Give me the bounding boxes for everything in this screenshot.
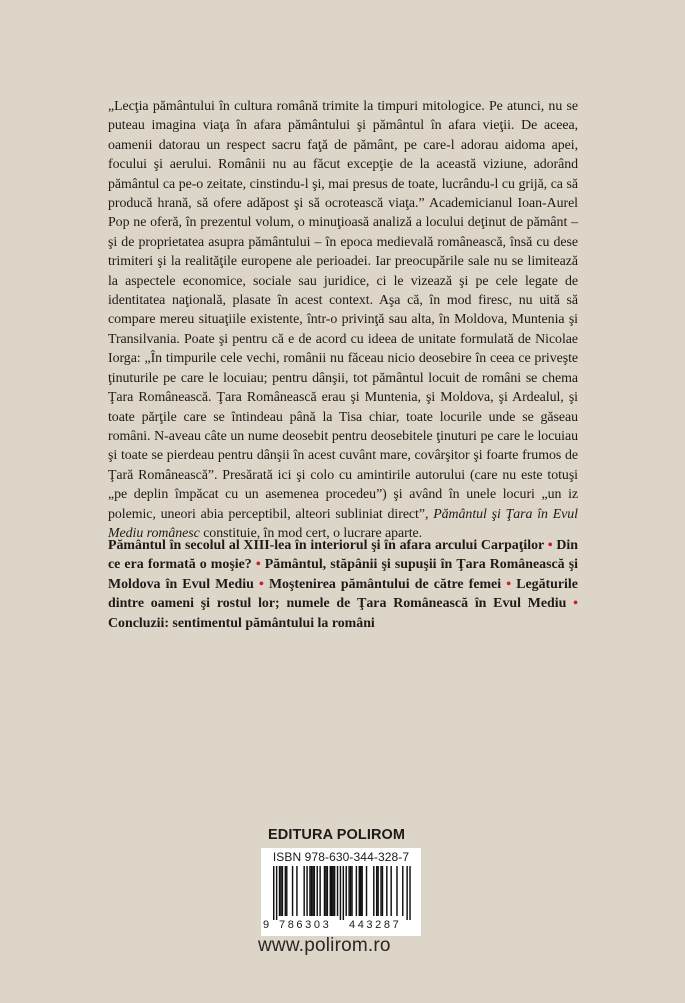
barcode-bar bbox=[285, 866, 286, 916]
barcode-bar bbox=[280, 866, 281, 916]
barcode-bar bbox=[292, 866, 293, 916]
toc-item: Pământul, stăpânii şi supuşii în Ţara Românească şi Moldova în Evul Mediu bbox=[108, 557, 578, 592]
barcode-icon bbox=[265, 866, 417, 920]
barcode-bar bbox=[312, 866, 313, 916]
barcode-bar bbox=[325, 866, 326, 916]
barcode-bar bbox=[276, 866, 277, 920]
barcode-bar bbox=[348, 866, 349, 916]
barcode-bar bbox=[330, 866, 331, 916]
barcode-bar bbox=[331, 866, 332, 916]
bullet-separator-icon: • bbox=[506, 576, 512, 592]
barcode-bar bbox=[296, 866, 297, 916]
barcode-bar bbox=[382, 866, 383, 916]
bullet-separator-icon: • bbox=[255, 557, 261, 573]
barcode-digit-group-right: 443287 bbox=[349, 919, 402, 931]
book-title-italic: Pământul şi Ţara în Evul Mediu românesc bbox=[108, 506, 578, 541]
barcode-bar bbox=[356, 866, 357, 916]
bullet-separator-icon: • bbox=[573, 596, 578, 612]
barcode-bar bbox=[273, 866, 274, 920]
barcode-bar bbox=[317, 866, 318, 916]
publisher-name: EDITURA POLIROM bbox=[268, 827, 406, 843]
barcode-bar bbox=[380, 866, 381, 916]
barcode-bar bbox=[361, 866, 362, 916]
barcode-bar bbox=[343, 866, 344, 920]
barcode-bar bbox=[327, 866, 328, 916]
barcode-bar bbox=[340, 866, 341, 920]
barcode-bar bbox=[337, 866, 338, 916]
barcode-bar bbox=[282, 866, 283, 916]
barcode-bar bbox=[334, 866, 335, 916]
barcode-bar bbox=[402, 866, 403, 916]
isbn-barcode bbox=[261, 848, 421, 936]
barcode-bar bbox=[332, 866, 333, 916]
barcode-bar bbox=[386, 866, 387, 916]
description-text: „Lecţia pământului în cultura română trimite la timpuri mitologice. Pe atunci, nu se puteau imagina viaţa în afara pământului şi pământul în afara vieţii. De aceea, oamenii datorau un respect sacru faţă de pământ, pe care-l adorau aidoma apei, focului şi aerului. Românii nu au făcut excepţie de la această viziune, adorând pământul ca pe-o zeitate, cinstindu-l şi, mai presus de toate, lucrându-l cu grijă, ca să producă hrană, să ofere adăpost şi să ocrotească viaţa.” Academicianul Ioan-Aurel Pop ne oferă, în prezentul volum, o minuţioasă analiză a locului deţinut de pământ – şi de proprietatea asupra pământului – în epoca medievală românească, însă cu dese trimiteri şi la realităţile europene ale perioadei. Iar preocupările sale nu se limitează la aspectele economice, sociale sau juridice, ci le vizează şi pe cele legate de identitatea naţională, plasate în acest context. Aşa că, în mod firesc, nu uită să compare mereu situaţiile existente, într-o privinţă sau alta, în Moldova, Muntenia şi Transilvania. Poate şi pentru că e de acord cu ideea de unitate formulată de Nicolae Iorga: „În timpurile cele vechi, românii nu făceau nicio deosebire în ceea ce priveşte ţinuturile pe care le locuiau; pentru dânşii, tot pământul locuit de români se chema Ţara Românească. Ţara Românească erau şi Muntenia, şi Moldova, şi Ardealul, şi toate părţile care se întindeau până la Tisa chiar, toate locurile unde se găseau români. N-aveau câte un nume deosebit pentru deosebitele ţinuturi pe care le locuiau şi toate se pierdeau pentru dânşii în acest cuvânt mare, covârşitor şi foarte frumos de Ţară Românească”. Presărată ici şi colo cu amintirile autorului (care nu este totuşi „pe deplin împăcat cu un asemenea procedeu”) şi având în unele locuri „un iz polemic, uneori abia perceptibil, alteori subliniat direct”, bbox=[108, 99, 578, 522]
barcode-bar bbox=[366, 866, 367, 916]
description-closing: constituie, în mod cert, o lucrare aparte. bbox=[199, 525, 423, 541]
toc-item: Legăturile dintre oameni şi rostul lor; numele de Ţara Românească în Evul Mediu bbox=[108, 576, 578, 612]
toc-item: Concluzii: sentimentul pământului la români bbox=[108, 615, 375, 631]
barcode-bar bbox=[360, 866, 361, 916]
barcode-bar bbox=[377, 866, 378, 916]
barcode-bar bbox=[319, 866, 320, 916]
bullet-separator-icon: • bbox=[258, 576, 264, 592]
bullet-separator-icon: • bbox=[547, 538, 553, 553]
barcode-bar bbox=[279, 866, 280, 916]
toc-item: Din ce era formată o moşie? bbox=[108, 538, 578, 573]
barcode-bar bbox=[396, 866, 397, 916]
barcode-bar bbox=[286, 866, 287, 916]
barcode-bar bbox=[359, 866, 360, 916]
barcode-bar bbox=[324, 866, 325, 916]
isbn-label: ISBN 978-630-344-328-7 bbox=[272, 850, 410, 864]
barcode-bar bbox=[406, 866, 407, 920]
barcode-bar bbox=[311, 866, 312, 916]
barcode-digit-group-left: 786303 bbox=[279, 919, 332, 931]
barcode-bar bbox=[306, 866, 307, 916]
barcode-bar bbox=[346, 866, 347, 916]
publisher-website: www.polirom.ro bbox=[258, 935, 391, 956]
table-of-contents bbox=[108, 536, 578, 633]
back-cover-description bbox=[108, 97, 578, 543]
barcode-bar bbox=[373, 866, 374, 916]
barcode-digit-first: 9 bbox=[263, 919, 270, 931]
barcode-bar bbox=[309, 866, 310, 916]
barcode-digits bbox=[261, 919, 421, 933]
barcode-bar bbox=[314, 866, 315, 916]
barcode-bar bbox=[351, 866, 352, 916]
barcode-bar bbox=[409, 866, 410, 920]
toc-item: Pământul în secolul al XIII-lea în interiorul şi în afara arcului Carpaţilor bbox=[108, 538, 544, 553]
barcode-bar bbox=[350, 866, 351, 916]
toc-item: Moştenirea pământului de către femei bbox=[268, 576, 502, 592]
barcode-bar bbox=[390, 866, 391, 916]
barcode-bar bbox=[303, 866, 304, 916]
barcode-bar bbox=[376, 866, 377, 916]
